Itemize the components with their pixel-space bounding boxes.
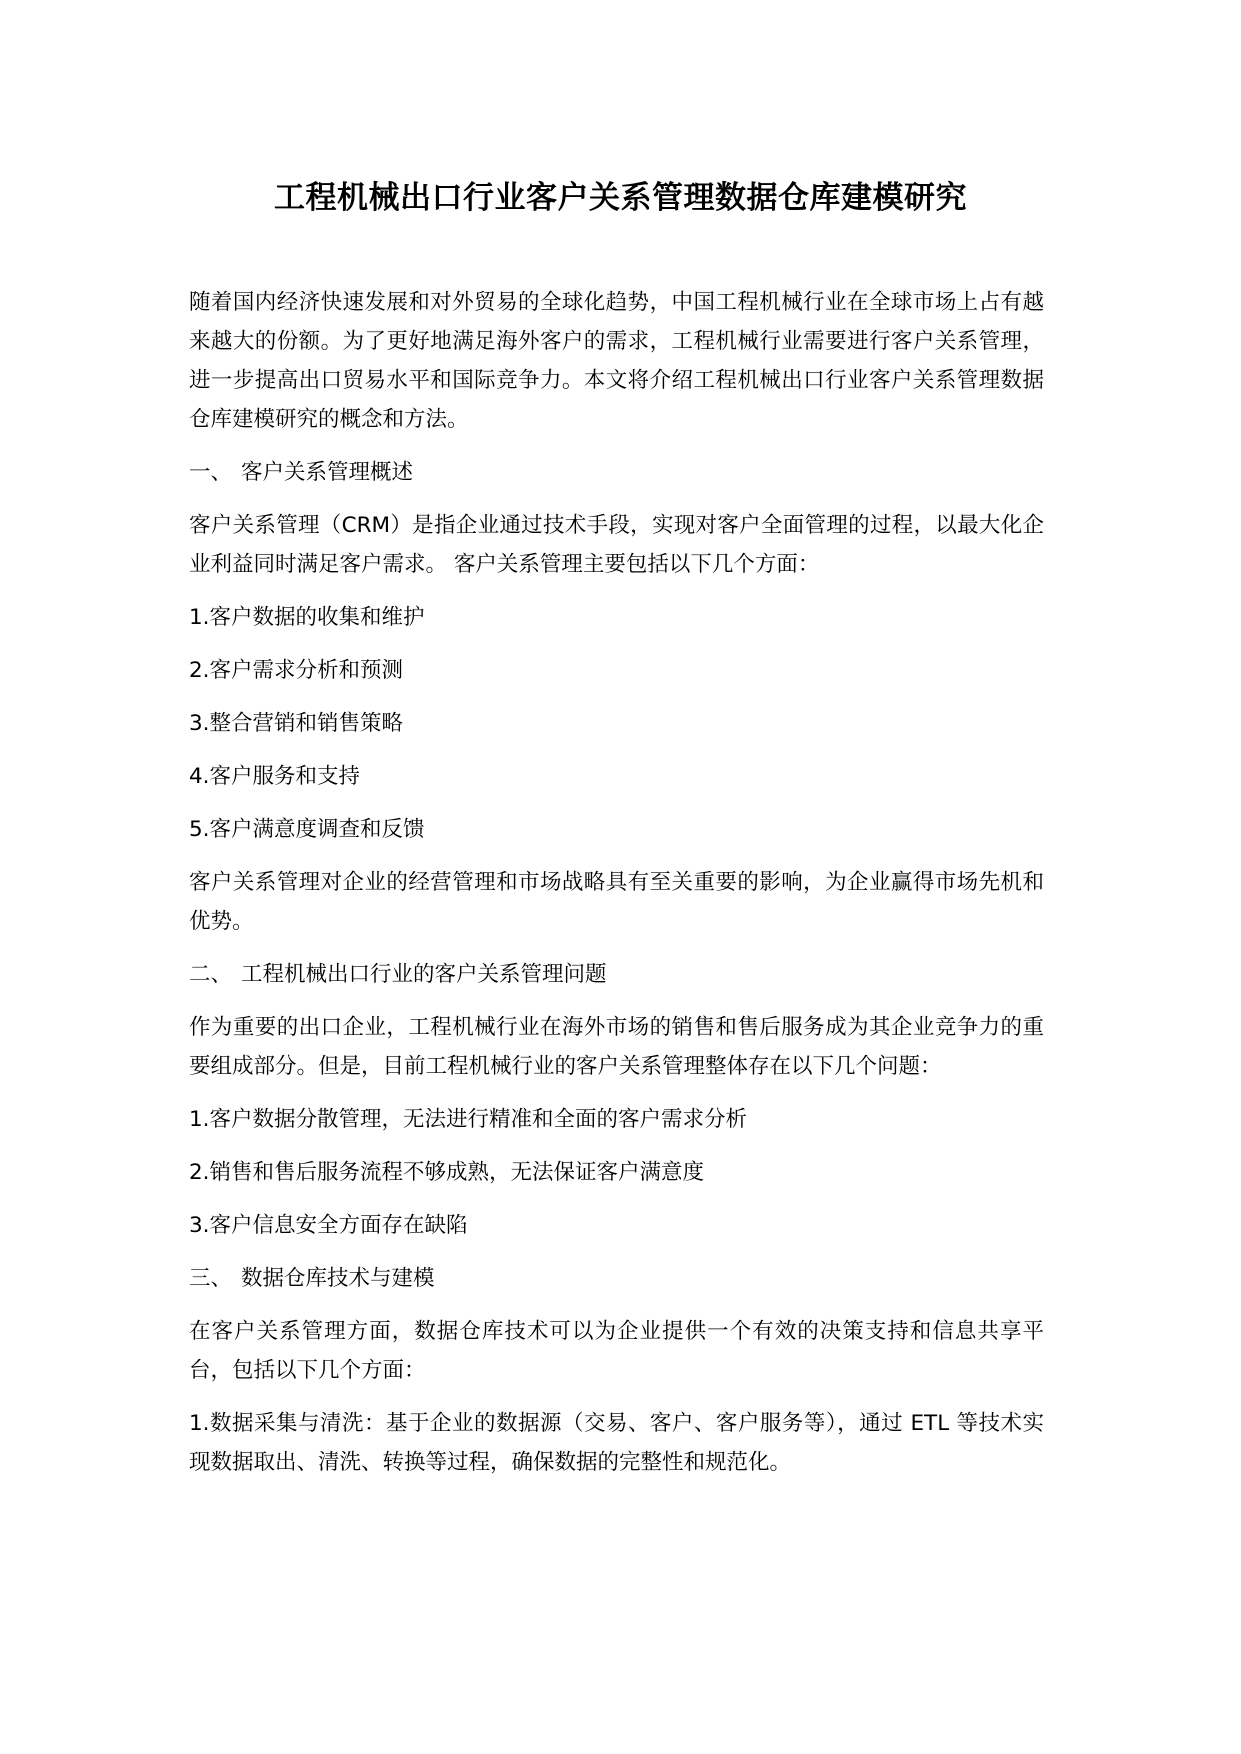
document-body [189,283,1044,1482]
section-2-heading [189,955,1044,994]
section-2-item: 1.客户数据分散管理，无法进行精准和全面的客户需求分析 [189,1107,748,1132]
section-3-heading [189,1259,1044,1298]
document-title: 工程机械出口行业客户关系管理数据仓库建模研究 [274,180,967,216]
section-3-title: 数据仓库技术与建模 [241,1266,435,1291]
section-1-item: 1.客户数据的收集和维护 [189,605,425,630]
section-2-number: 二、 [189,962,233,987]
section-1-item: 2.客户需求分析和预测 [189,658,404,683]
section-1-closing: 客户关系管理对企业的经营管理和市场战略具有至关重要的影响，为企业赢得市场先机和优势。 [189,870,1044,934]
section-1-heading [189,453,1044,492]
section-1-item: 3.整合营销和销售策略 [189,711,404,736]
section-2-lead: 作为重要的出口企业，工程机械行业在海外市场的销售和售后服务成为其企业竞争力的重要组成部分。但是，目前工程机械行业的客户关系管理整体存在以下几个问题： [189,1015,1044,1079]
intro-paragraph: 随着国内经济快速发展和对外贸易的全球化趋势，中国工程机械行业在全球市场上占有越来越大的份额。为了更好地满足海外客户的需求，工程机械行业需要进行客户关系管理，进一步提高出口贸易水平和国际竞争力。本文将介绍工程机械出口行业客户关系管理数据仓库建模研究的概念和方法。 [189,290,1044,432]
section-2-item: 2.销售和售后服务流程不够成熟，无法保证客户满意度 [189,1160,705,1185]
section-2-title: 工程机械出口行业的客户关系管理问题 [241,962,607,987]
section-3-item: 1.数据采集与清洗：基于企业的数据源（交易、客户、客户服务等），通过 ETL 等技术实现数据取出、清洗、转换等过程，确保数据的完整性和规范化。 [189,1411,1044,1475]
section-2-item: 3.客户信息安全方面存在缺陷 [189,1213,468,1238]
section-1-title: 客户关系管理概述 [241,460,414,485]
section-3-number: 三、 [189,1266,233,1291]
section-3-lead: 在客户关系管理方面，数据仓库技术可以为企业提供一个有效的决策支持和信息共享平台，包括以下几个方面： [189,1319,1044,1383]
section-1-number: 一、 [189,460,233,485]
section-1-item: 4.客户服务和支持 [189,764,361,789]
section-1-lead: 客户关系管理（CRM）是指企业通过技术手段，实现对客户全面管理的过程，以最大化企业利益同时满足客户需求。 客户关系管理主要包括以下几个方面： [189,513,1044,577]
section-1-item: 5.客户满意度调查和反馈 [189,817,425,842]
